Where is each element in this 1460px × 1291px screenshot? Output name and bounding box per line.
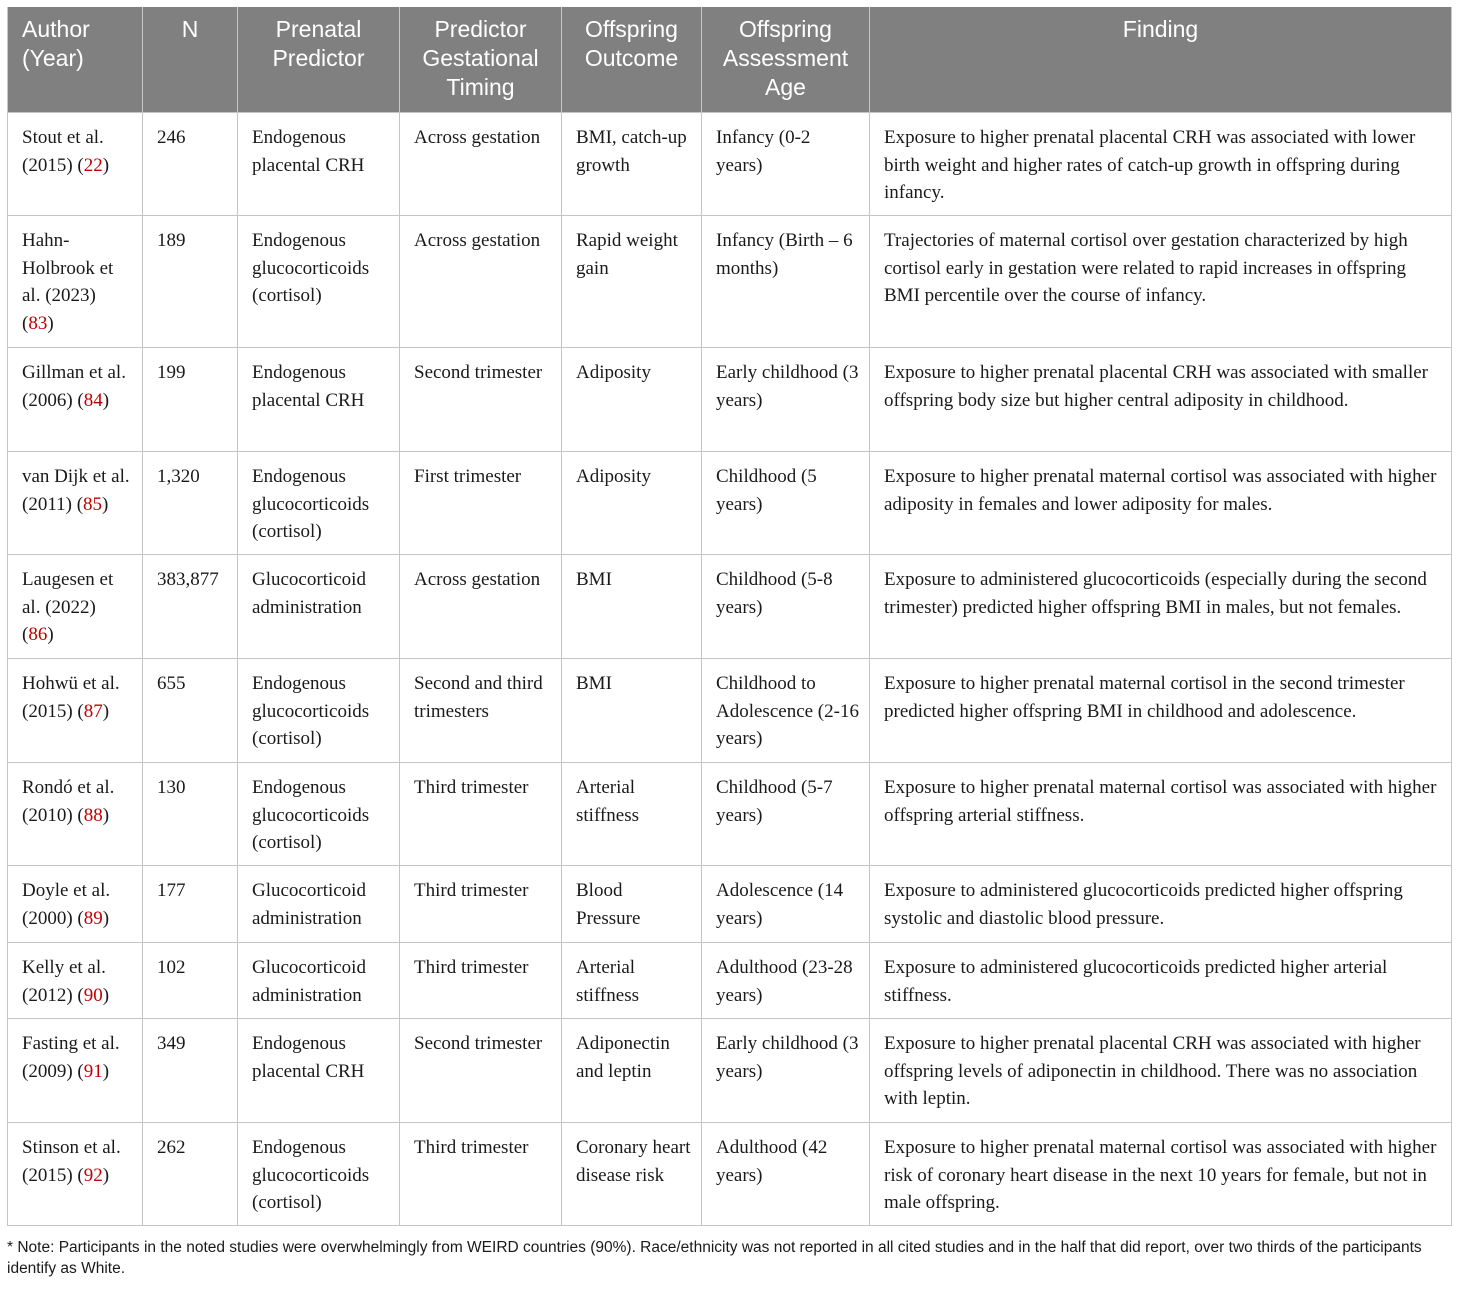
cell-finding: Exposure to higher prenatal maternal cortisol was associated with higher risk of coronary heart disease in the next 10 years for female, but not in male offspring. — [870, 1123, 1452, 1226]
table-footnote: * Note: Participants in the noted studies were overwhelmingly from WEIRD countries (90%). Race/ethnicity was not reported in all cited studies and in the half that did report, over two thirds of the participants identify as White. — [7, 1239, 1422, 1277]
cell-finding: Exposure to administered glucocorticoids (especially during the second trimester) predicted higher offspring BMI in males, but not females. — [870, 555, 1452, 659]
table-row — [8, 452, 1452, 555]
table-row — [8, 216, 1452, 348]
cell-author: Rondó et al. (2010) (88) — [8, 763, 143, 866]
cell-author: Laugesen et al. (2022) (86) — [8, 555, 143, 659]
cell-author: Hohwü et al. (2015) (87) — [8, 659, 143, 763]
header-age: Offspring Assessment Age — [702, 7, 870, 113]
cell-age: Infancy (Birth – 6 months) — [702, 216, 870, 348]
reference-link[interactable]: 84 — [83, 389, 103, 411]
cell-predictor: Endogenous glucocorticoids (cortisol) — [238, 452, 400, 555]
cell-predictor: Glucocorticoid administration — [238, 555, 400, 659]
reference-link[interactable]: 83 — [28, 312, 48, 334]
reference-link[interactable]: 85 — [83, 493, 103, 515]
cell-timing: Second trimester — [400, 348, 562, 452]
cell-author: Doyle et al. (2000) (89) — [8, 866, 143, 943]
cell-author: van Dijk et al. (2011) (85) — [8, 452, 143, 555]
cell-n: 349 — [143, 1019, 238, 1123]
reference-link[interactable]: 86 — [28, 624, 48, 645]
cell-outcome: Adiponectin and leptin — [562, 1019, 702, 1123]
cell-outcome: BMI — [562, 659, 702, 763]
header-timing: Predictor Gestational Timing — [400, 7, 562, 113]
cell-author: Fasting et al. (2009) (91) — [8, 1019, 143, 1123]
reference-link[interactable]: 88 — [83, 804, 103, 826]
cell-n: 383,877 — [143, 555, 238, 659]
reference-link[interactable]: 87 — [83, 700, 103, 722]
cell-outcome: BMI, catch-up growth — [562, 113, 702, 216]
cell-age: Childhood (5-7 years) — [702, 763, 870, 866]
cell-author: Stinson et al. (2015) (92) — [8, 1123, 143, 1226]
cell-n: 102 — [143, 943, 238, 1019]
reference-link[interactable]: 91 — [83, 1060, 103, 1082]
cell-age: Childhood (5-8 years) — [702, 555, 870, 659]
cell-timing: Second and third trimesters — [400, 659, 562, 763]
cell-age: Infancy (0-2 years) — [702, 113, 870, 216]
cell-age: Early childhood (3 years) — [702, 1019, 870, 1123]
cell-predictor: Endogenous placental CRH — [238, 348, 400, 452]
cell-age: Adolescence (14 years) — [702, 866, 870, 943]
cell-timing: Third trimester — [400, 763, 562, 866]
header-author: Author (Year) — [8, 7, 143, 113]
cell-timing: First trimester — [400, 452, 562, 555]
cell-n: 246 — [143, 113, 238, 216]
cell-finding: Exposure to higher prenatal placental CRH was associated with higher offspring levels of adiponectin in childhood. There was no association with leptin. — [870, 1019, 1452, 1123]
cell-outcome: Blood Pressure — [562, 866, 702, 943]
cell-predictor: Endogenous glucocorticoids (cortisol) — [238, 763, 400, 866]
header-n: N — [143, 7, 238, 113]
header-row — [8, 7, 1452, 113]
table-row — [8, 943, 1452, 1019]
cell-finding: Exposure to higher prenatal maternal cortisol in the second trimester predicted higher offspring BMI in childhood and adolescence. — [870, 659, 1452, 763]
cell-finding: Trajectories of maternal cortisol over gestation characterized by high cortisol early in gestation were related to rapid increases in offspring BMI percentile over the course of infancy. — [870, 216, 1452, 348]
cell-finding: Exposure to higher prenatal placental CRH was associated with lower birth weight and higher rates of catch-up growth in offspring during infancy. — [870, 113, 1452, 216]
reference-link[interactable]: 90 — [83, 984, 103, 1006]
cell-outcome: BMI — [562, 555, 702, 659]
cell-age: Early childhood (3 years) — [702, 348, 870, 452]
header-finding: Finding — [870, 7, 1452, 113]
cell-timing: Third trimester — [400, 866, 562, 943]
table-row — [8, 113, 1452, 216]
cell-n: 262 — [143, 1123, 238, 1226]
cell-author: Stout et al. (2015) (22) — [8, 113, 143, 216]
cell-finding: Exposure to higher prenatal maternal cortisol was associated with higher offspring arterial stiffness. — [870, 763, 1452, 866]
reference-link[interactable]: 22 — [83, 154, 103, 176]
cell-n: 177 — [143, 866, 238, 943]
cell-predictor: Endogenous glucocorticoids (cortisol) — [238, 216, 400, 348]
cell-outcome: Rapid weight gain — [562, 216, 702, 348]
cell-n: 130 — [143, 763, 238, 866]
cell-predictor: Glucocorticoid administration — [238, 943, 400, 1019]
table-row — [8, 659, 1452, 763]
table-row — [8, 1019, 1452, 1123]
cell-predictor: Endogenous glucocorticoids (cortisol) — [238, 1123, 400, 1226]
cell-outcome: Adiposity — [562, 452, 702, 555]
cell-author: Hahn-Holbrook et al. (2023) (83) — [8, 216, 143, 348]
cell-predictor: Endogenous placental CRH — [238, 113, 400, 216]
cell-n: 199 — [143, 348, 238, 452]
table-row — [8, 1123, 1452, 1226]
cell-finding: Exposure to higher prenatal maternal cortisol was associated with higher adiposity in females and lower adiposity for males. — [870, 452, 1452, 555]
reference-link[interactable]: 92 — [83, 1164, 103, 1186]
table-row — [8, 348, 1452, 452]
cell-n: 655 — [143, 659, 238, 763]
cell-timing: Across gestation — [400, 555, 562, 659]
cell-finding: Exposure to administered glucocorticoids predicted higher arterial stiffness. — [870, 943, 1452, 1019]
cell-timing: Third trimester — [400, 1123, 562, 1226]
cell-outcome: Arterial stiffness — [562, 763, 702, 866]
cell-author: Gillman et al. (2006) (84) — [8, 348, 143, 452]
header-predictor: Prenatal Predictor — [238, 7, 400, 113]
cell-outcome: Adiposity — [562, 348, 702, 452]
cell-n: 189 — [143, 216, 238, 348]
cell-age: Childhood (5 years) — [702, 452, 870, 555]
cell-timing: Across gestation — [400, 216, 562, 348]
reference-link[interactable]: 89 — [83, 907, 103, 929]
cell-timing: Second trimester — [400, 1019, 562, 1123]
cell-outcome: Arterial stiffness — [562, 943, 702, 1019]
cell-finding: Exposure to higher prenatal placental CRH was associated with smaller offspring body size but higher central adiposity in childhood. — [870, 348, 1452, 452]
cell-age: Adulthood (42 years) — [702, 1123, 870, 1226]
cell-timing: Third trimester — [400, 943, 562, 1019]
cell-n: 1,320 — [143, 452, 238, 555]
table-row — [8, 763, 1452, 866]
table-row — [8, 866, 1452, 943]
cell-predictor: Endogenous glucocorticoids (cortisol) — [238, 659, 400, 763]
studies-table — [7, 7, 1452, 1226]
cell-finding: Exposure to administered glucocorticoids predicted higher offspring systolic and diastolic blood pressure. — [870, 866, 1452, 943]
cell-predictor: Endogenous placental CRH — [238, 1019, 400, 1123]
cell-outcome: Coronary heart disease risk — [562, 1123, 702, 1226]
cell-age: Adulthood (23-28 years) — [702, 943, 870, 1019]
cell-age: Childhood to Adolescence (2-16 years) — [702, 659, 870, 763]
header-outcome: Offspring Outcome — [562, 7, 702, 113]
table-body — [8, 113, 1452, 1226]
cell-author: Kelly et al. (2012) (90) — [8, 943, 143, 1019]
cell-predictor: Glucocorticoid administration — [238, 866, 400, 943]
table-row — [8, 555, 1452, 659]
cell-timing: Across gestation — [400, 113, 562, 216]
